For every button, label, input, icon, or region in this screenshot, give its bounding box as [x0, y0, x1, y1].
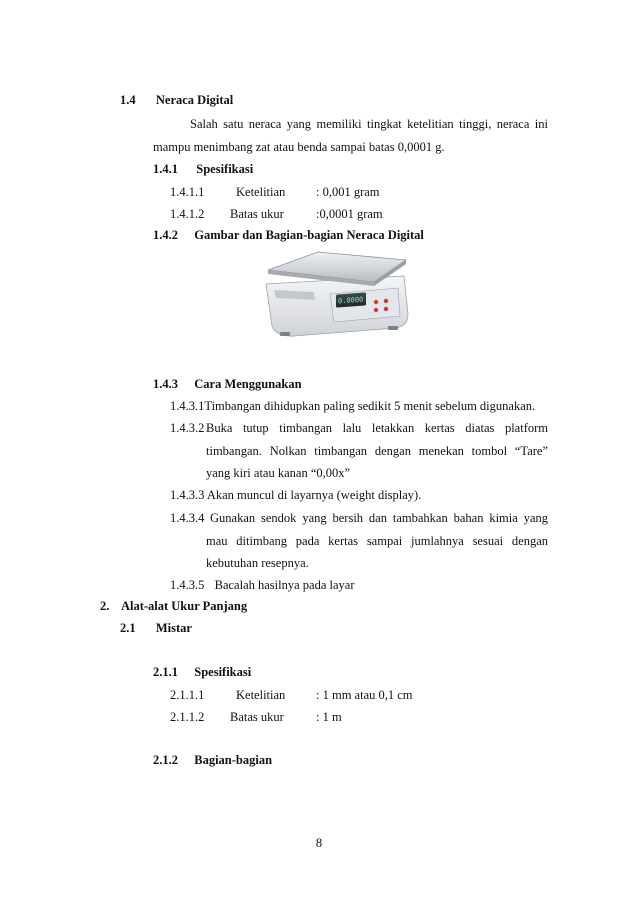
section-2-1-1-heading [153, 664, 251, 680]
step-5 [170, 577, 355, 593]
intro-paragraph-line-2: mampu menimbang zat atau benda sampai batas 0,0001 g. [153, 140, 445, 154]
parts-title: Bagian-bagian [194, 753, 273, 767]
section-1-4-heading [120, 92, 233, 108]
step-text: Timbangan dihidupkan paling sedikit 5 menit sebelum digunakan. [204, 399, 536, 413]
section-number: 2. [100, 599, 110, 613]
usage-heading [153, 376, 302, 392]
picture-number: 1.4.2 [153, 228, 178, 242]
step-2-line-2: timbangan. Nolkan timbangan dengan menekan tombol “Tare” [206, 444, 548, 458]
spec-item-number: 1.4.1.2 [170, 207, 205, 221]
ruler-spec-item-1-label: Ketelitian [236, 688, 286, 702]
step-1 [170, 398, 535, 414]
intro-paragraph-line-1: Salah satu neraca yang memiliki tingkat ketelitian tinggi, neraca ini [190, 117, 548, 131]
step-text: Akan muncul di layarnya (weight display). [206, 488, 422, 502]
section-2-1-2-heading [153, 752, 272, 768]
picture-heading [153, 227, 424, 243]
step-number: 1.4.3.3 [170, 488, 205, 502]
step-2-number: 1.4.3.2 [170, 421, 205, 435]
subsection-title: Mistar [155, 621, 192, 635]
section-title: Neraca Digital [155, 93, 234, 107]
scale-display-readout: 0.0000 [338, 295, 364, 306]
spec-title: Spesifikasi [194, 665, 252, 679]
step-number: 1.4.3.5 [170, 578, 205, 592]
ruler-spec-item-1-value: : 1 mm atau 0,1 cm [316, 688, 413, 702]
spec-number: 1.4.1 [153, 162, 178, 176]
step-text: Bacalah hasilnya pada layar [214, 578, 355, 592]
spec-item-2-label: Batas ukur [230, 207, 284, 221]
step-4-line-1: Gunakan sendok yang bersih dan tambahkan bahan kimia yang [210, 511, 548, 525]
usage-title: Cara Menggunakan [194, 377, 302, 391]
section-title: Alat-alat Ukur Panjang [120, 599, 248, 613]
step-number: 1.4.3.1 [170, 399, 205, 413]
digital-scale-image [258, 246, 414, 338]
step-4-line-2: mau ditimbang pada kertas sampai jumlahnya sesuai dengan [206, 534, 548, 548]
subsection-number: 2.1 [120, 621, 136, 635]
ruler-spec-item-1-number: 2.1.1.1 [170, 688, 205, 702]
spec-heading [153, 161, 253, 177]
spec-number: 2.1.1 [153, 665, 178, 679]
spec-item-2-value: :0,0001 gram [316, 207, 383, 221]
section-2-1-heading [120, 620, 192, 636]
step-2-line-3: yang kiri atau kanan “0,00x” [206, 466, 351, 480]
page-number: 8 [315, 836, 323, 850]
step-3 [170, 487, 421, 503]
section-2-heading [100, 598, 247, 614]
step-4-number: 1.4.3.4 [170, 511, 205, 525]
spec-item-1-label: Ketelitian [236, 185, 286, 199]
step-2-line-1: Buka tutup timbangan lalu letakkan kertas diatas platform [206, 421, 548, 435]
ruler-spec-item-2-label: Batas ukur [230, 710, 284, 724]
picture-title: Gambar dan Bagian-bagian Neraca Digital [194, 228, 424, 242]
spec-item-2 [170, 206, 204, 222]
ruler-spec-item-2-number: 2.1.1.2 [170, 710, 205, 724]
step-4-line-3: kebutuhan resepnya. [206, 556, 309, 570]
spec-title: Spesifikasi [196, 162, 254, 176]
spec-item-1 [170, 184, 204, 200]
section-number: 1.4 [120, 93, 136, 107]
spec-item-number: 1.4.1.1 [170, 185, 205, 199]
usage-number: 1.4.3 [153, 377, 178, 391]
spec-item-1-value: : 0,001 gram [316, 185, 380, 199]
parts-number: 2.1.2 [153, 753, 178, 767]
ruler-spec-item-2-value: : 1 m [316, 710, 342, 724]
